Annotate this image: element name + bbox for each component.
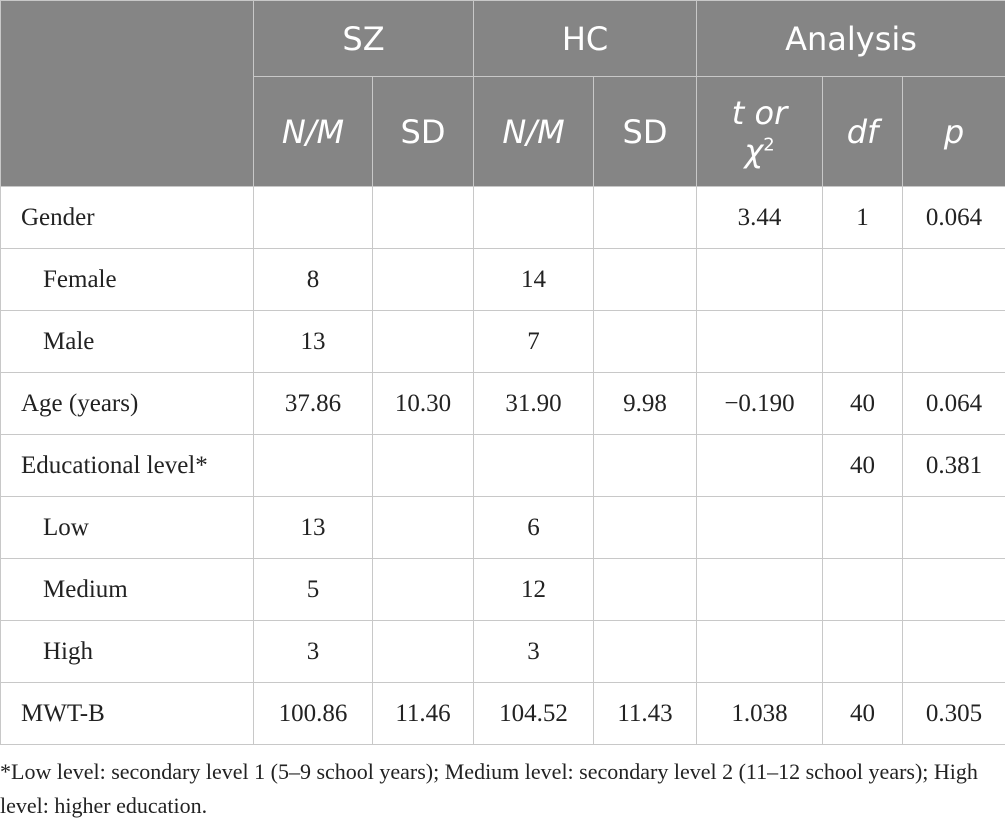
table-row [1, 683, 1005, 745]
table-row [1, 249, 1005, 311]
cell-t-or-chi2 [697, 497, 823, 559]
cell-p: 0.064 [903, 373, 1005, 435]
header-corner [1, 1, 254, 187]
cell-sz-sd: 10.30 [373, 373, 474, 435]
cell-hc-nm: 3 [474, 621, 594, 683]
cell-hc-sd: 9.98 [594, 373, 697, 435]
cell-sz-sd: 11.46 [373, 683, 474, 745]
cell-t-or-chi2 [697, 559, 823, 621]
cell-df [823, 621, 903, 683]
row-label: Female [1, 249, 254, 311]
table-row [1, 311, 1005, 373]
header-group-hc: HC [474, 1, 697, 77]
table-row [1, 621, 1005, 683]
cell-t-or-chi2: 1.038 [697, 683, 823, 745]
table-row [1, 435, 1005, 497]
cell-p: 0.064 [903, 187, 1005, 249]
table-row [1, 187, 1005, 249]
header-row-groups [1, 1, 1005, 77]
cell-sz-sd [373, 311, 474, 373]
cell-hc-nm: 7 [474, 311, 594, 373]
cell-hc-sd [594, 559, 697, 621]
cell-hc-nm: 12 [474, 559, 594, 621]
cell-p [903, 559, 1005, 621]
cell-hc-nm: 104.52 [474, 683, 594, 745]
cell-sz-sd [373, 435, 474, 497]
cell-t-or-chi2 [697, 621, 823, 683]
header-group-analysis: Analysis [697, 1, 1005, 77]
header-t-or-chi2 [697, 77, 823, 187]
cell-hc-sd [594, 435, 697, 497]
header-p: p [903, 77, 1005, 187]
table-row [1, 559, 1005, 621]
cell-hc-sd [594, 311, 697, 373]
cell-hc-nm [474, 435, 594, 497]
cell-df [823, 249, 903, 311]
cell-sz-nm: 3 [254, 621, 373, 683]
cell-hc-sd: 11.43 [594, 683, 697, 745]
cell-sz-nm: 100.86 [254, 683, 373, 745]
row-label: Age (years) [1, 373, 254, 435]
cell-df [823, 559, 903, 621]
cell-hc-sd [594, 621, 697, 683]
row-label: Male [1, 311, 254, 373]
cell-sz-sd [373, 249, 474, 311]
cell-p [903, 621, 1005, 683]
cell-sz-sd [373, 559, 474, 621]
cell-df [823, 497, 903, 559]
cell-t-or-chi2 [697, 311, 823, 373]
cell-sz-nm: 13 [254, 311, 373, 373]
cell-sz-sd [373, 621, 474, 683]
row-label: Medium [1, 559, 254, 621]
row-label: Low [1, 497, 254, 559]
cell-t-or-chi2 [697, 435, 823, 497]
header-chi-superscript: 2 [763, 133, 775, 155]
cell-sz-nm: 5 [254, 559, 373, 621]
cell-hc-nm: 14 [474, 249, 594, 311]
cell-t-or-chi2 [697, 249, 823, 311]
cell-hc-sd [594, 249, 697, 311]
cell-df: 40 [823, 373, 903, 435]
header-sz-sd: SD [373, 77, 474, 187]
cell-p [903, 497, 1005, 559]
row-label: High [1, 621, 254, 683]
cell-hc-nm: 6 [474, 497, 594, 559]
cell-sz-nm: 8 [254, 249, 373, 311]
cell-hc-nm: 31.90 [474, 373, 594, 435]
table-row [1, 373, 1005, 435]
header-group-sz: SZ [254, 1, 474, 77]
cell-sz-sd [373, 187, 474, 249]
cell-df: 40 [823, 435, 903, 497]
cell-df [823, 311, 903, 373]
header-t-or-text: t or [731, 93, 788, 132]
cell-sz-nm: 37.86 [254, 373, 373, 435]
table-body [1, 187, 1005, 745]
cell-sz-sd [373, 497, 474, 559]
row-label: Gender [1, 187, 254, 249]
cell-p: 0.381 [903, 435, 1005, 497]
cell-df: 1 [823, 187, 903, 249]
table-footnote: *Low level: secondary level 1 (5–9 school years); Medium level: secondary level 2 (11–12 school years); High level: higher education. [0, 759, 978, 818]
cell-t-or-chi2: −0.190 [697, 373, 823, 435]
cell-hc-sd [594, 187, 697, 249]
cell-df: 40 [823, 683, 903, 745]
cell-hc-nm [474, 187, 594, 249]
cell-hc-sd [594, 497, 697, 559]
cell-sz-nm: 13 [254, 497, 373, 559]
table-row [1, 497, 1005, 559]
header-chi-symbol: χ [744, 131, 764, 170]
cell-sz-nm [254, 435, 373, 497]
cell-p [903, 311, 1005, 373]
cell-sz-nm [254, 187, 373, 249]
row-label: Educational level* [1, 435, 254, 497]
row-label: MWT-B [1, 683, 254, 745]
header-hc-nm: N/M [474, 77, 594, 187]
cell-p: 0.305 [903, 683, 1005, 745]
header-hc-sd: SD [594, 77, 697, 187]
cell-p [903, 249, 1005, 311]
header-df: df [823, 77, 903, 187]
header-sz-nm: N/M [254, 77, 373, 187]
cell-t-or-chi2: 3.44 [697, 187, 823, 249]
